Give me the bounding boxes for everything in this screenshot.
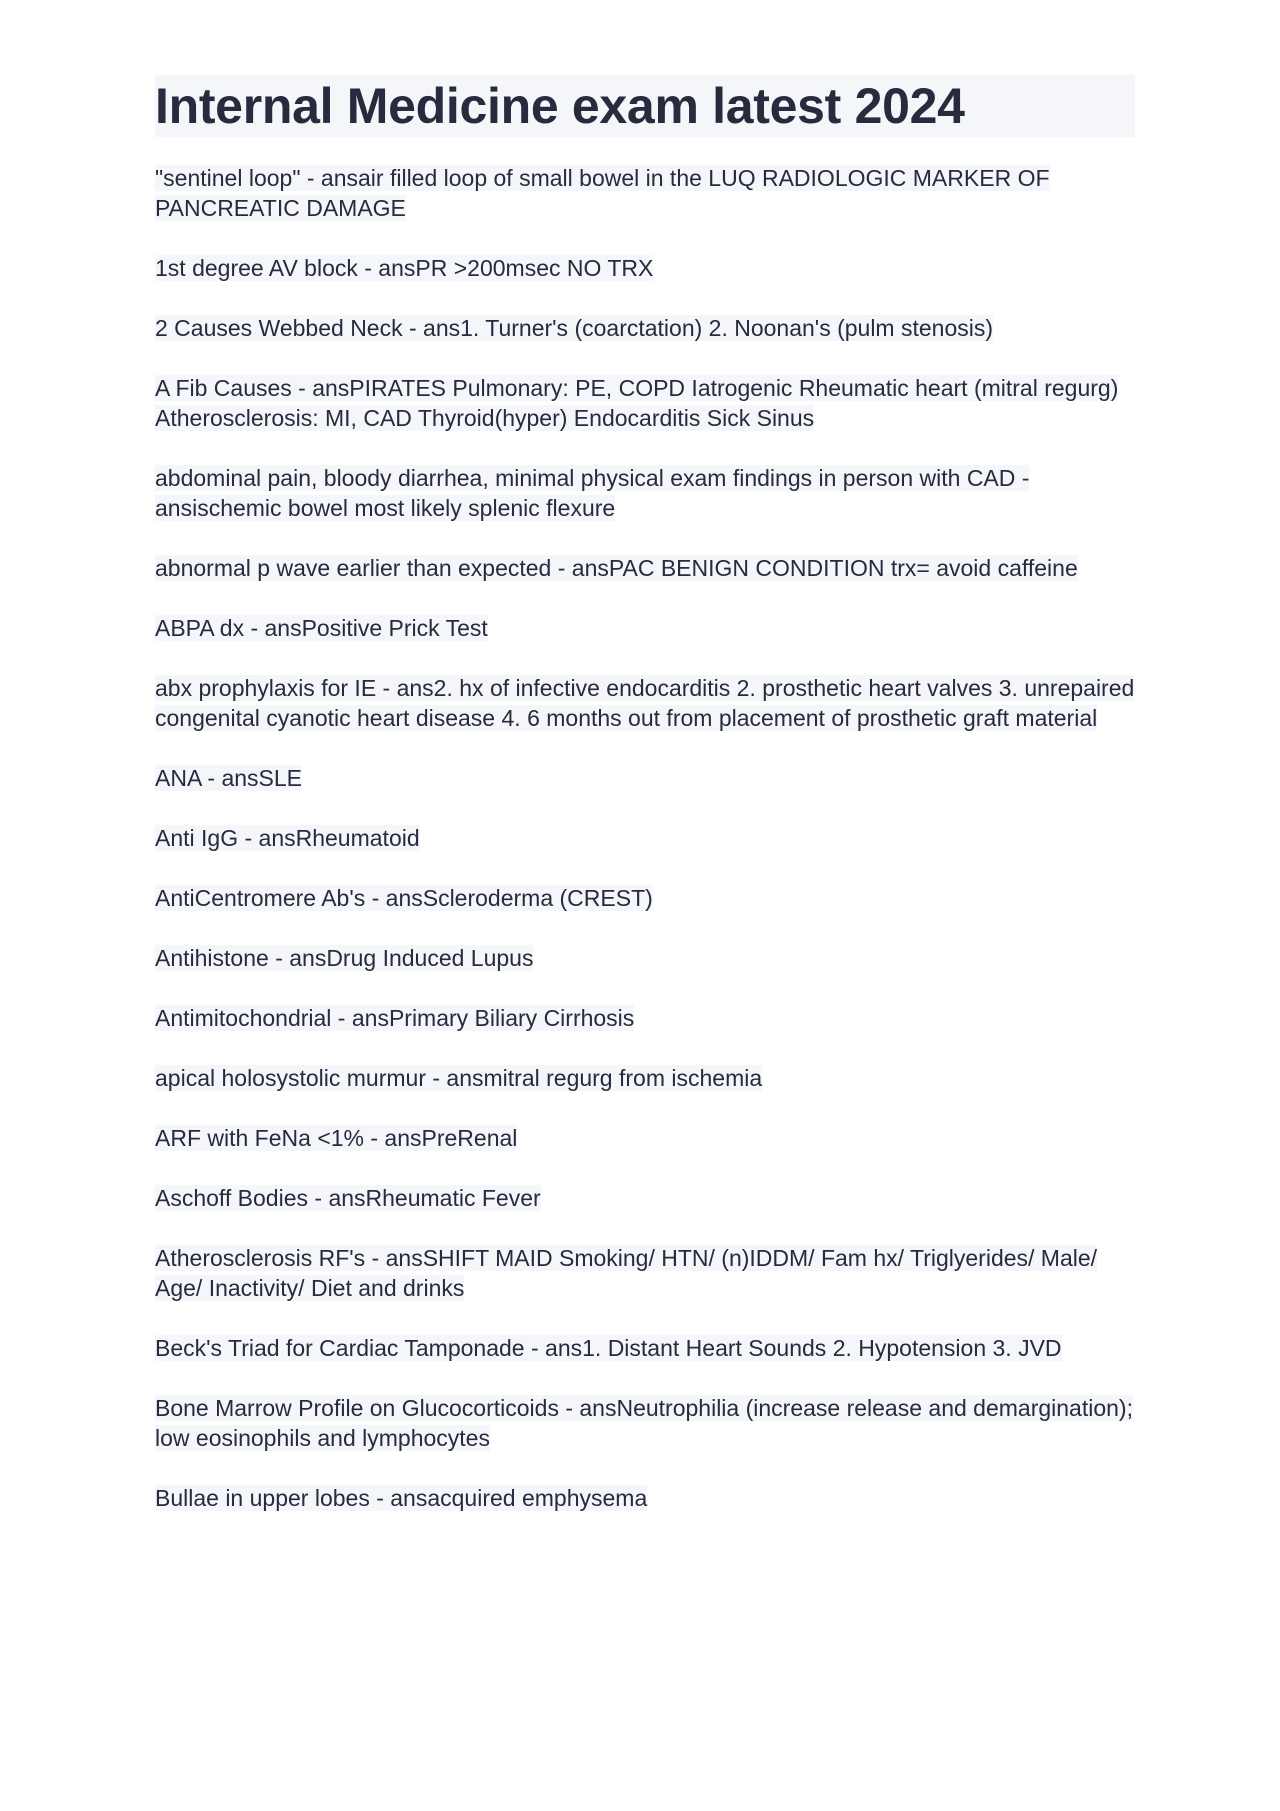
entry-text: A Fib Causes - ansPIRATES Pulmonary: PE, COPD Iatrogenic Rheumatic heart (mitral regurg) Atherosclerosis: MI, CAD Thyroid(hyper) Endocarditis Sick Sinus: [155, 375, 1119, 431]
entry-text: Aschoff Bodies - ansRheumatic Fever: [155, 1185, 541, 1211]
entry-text: abx prophylaxis for IE - ans2. hx of infective endocarditis 2. prosthetic heart valves 3. unrepaired congenital cyanotic heart disease 4. 6 months out from placement of prosthetic graft material: [155, 675, 1135, 731]
flashcard-entry: [155, 313, 1135, 343]
flashcard-entry: [155, 253, 1135, 283]
flashcard-entry: [155, 1003, 1135, 1033]
flashcard-entry: [155, 613, 1135, 643]
flashcard-entry: [155, 763, 1135, 793]
flashcard-entry: [155, 1183, 1135, 1213]
document-page: [155, 75, 1135, 1543]
entry-text: Antimitochondrial - ansPrimary Biliary Cirrhosis: [155, 1005, 635, 1031]
entry-text: Bullae in upper lobes - ansacquired emphysema: [155, 1485, 648, 1511]
flashcard-entry: [155, 1063, 1135, 1093]
flashcard-entry: [155, 1483, 1135, 1513]
entry-text: ABPA dx - ansPositive Prick Test: [155, 615, 488, 641]
entry-text: apical holosystolic murmur - ansmitral regurg from ischemia: [155, 1065, 763, 1091]
entry-text: Bone Marrow Profile on Glucocorticoids - ansNeutrophilia (increase release and demargination); low eosinophils and lymphocytes: [155, 1395, 1133, 1451]
flashcard-entry: [155, 373, 1135, 433]
entry-text: ANA - ansSLE: [155, 765, 303, 791]
flashcard-entry: [155, 1123, 1135, 1153]
flashcard-entry: [155, 463, 1135, 523]
entry-text: AntiCentromere Ab's - ansScleroderma (CREST): [155, 885, 653, 911]
entry-text: abdominal pain, bloody diarrhea, minimal physical exam findings in person with CAD - ansischemic bowel most likely splenic flexure: [155, 465, 1030, 521]
flashcard-entry: [155, 553, 1135, 583]
entry-text: abnormal p wave earlier than expected - ansPAC BENIGN CONDITION trx= avoid caffeine: [155, 555, 1078, 581]
entry-text: "sentinel loop" - ansair filled loop of small bowel in the LUQ RADIOLOGIC MARKER OF PANCREATIC DAMAGE: [155, 165, 1050, 221]
entry-text: 2 Causes Webbed Neck - ans1. Turner's (coarctation) 2. Noonan's (pulm stenosis): [155, 315, 994, 341]
entry-text: Atherosclerosis RF's - ansSHIFT MAID Smoking/ HTN/ (n)IDDM/ Fam hx/ Triglyerides/ Male/ Age/ Inactivity/ Diet and drinks: [155, 1245, 1098, 1301]
entry-text: Anti IgG - ansRheumatoid: [155, 825, 420, 851]
flashcard-entry: [155, 163, 1135, 223]
flashcard-entry: [155, 883, 1135, 913]
entry-text: 1st degree AV block - ansPR >200msec NO TRX: [155, 255, 654, 281]
flashcard-entry: [155, 1333, 1135, 1363]
flashcard-entry: [155, 673, 1135, 733]
entry-text: Beck's Triad for Cardiac Tamponade - ans1. Distant Heart Sounds 2. Hypotension 3. JVD: [155, 1335, 1062, 1361]
flashcard-entry: [155, 1243, 1135, 1303]
entry-text: ARF with FeNa <1% - ansPreRenal: [155, 1125, 518, 1151]
document-title: Internal Medicine exam latest 2024: [155, 75, 1135, 137]
flashcard-entry: [155, 943, 1135, 973]
flashcard-entry: [155, 823, 1135, 853]
entry-list: [155, 163, 1135, 1513]
flashcard-entry: [155, 1393, 1135, 1453]
entry-text: Antihistone - ansDrug Induced Lupus: [155, 945, 534, 971]
